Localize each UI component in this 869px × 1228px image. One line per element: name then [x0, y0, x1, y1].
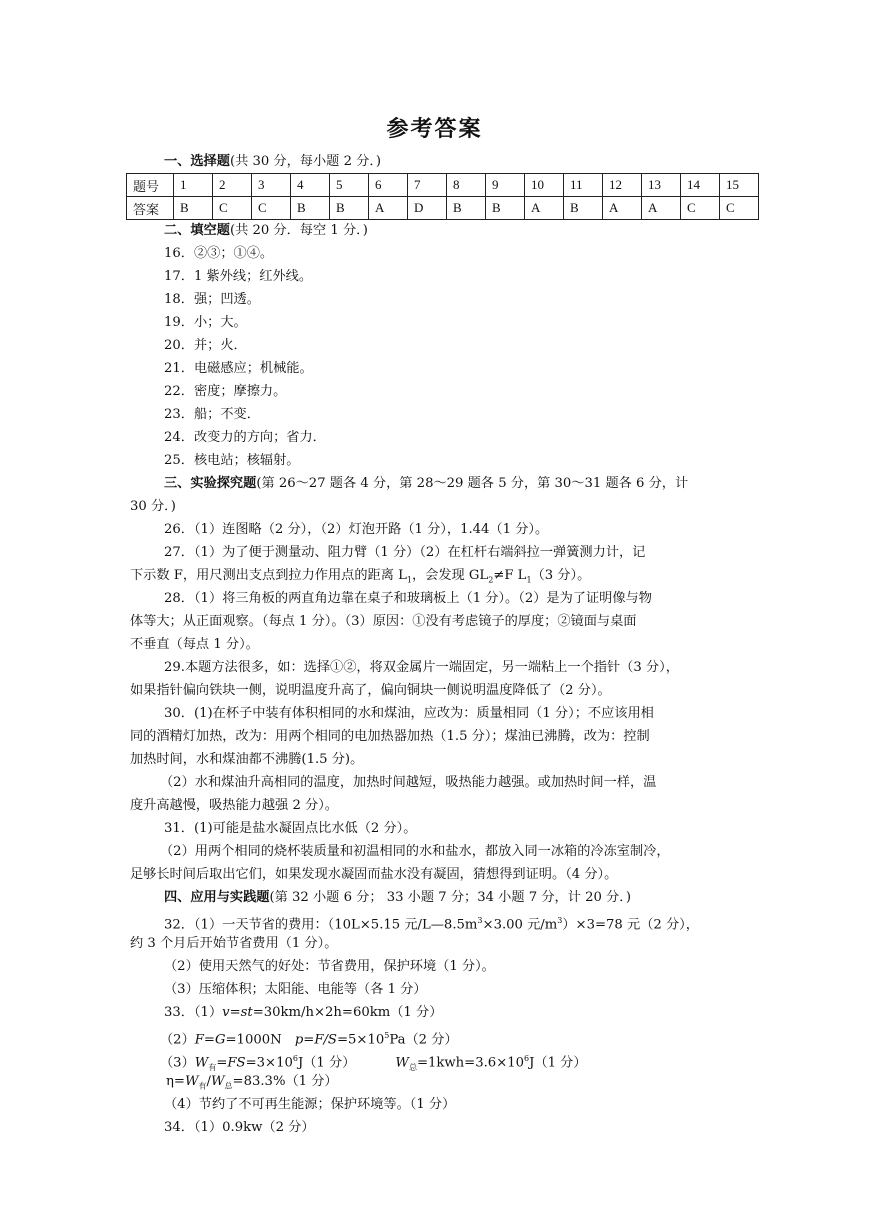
section-4-heading: [164, 887, 631, 909]
table-cell: 15: [720, 174, 759, 197]
answer-32-line-2: 约 3 个月后开始节省费用（1 分）。: [130, 936, 338, 951]
table-cell: B: [330, 197, 369, 220]
subscript: 有: [208, 1063, 217, 1073]
answer-33-text: =: [216, 1055, 228, 1071]
fill-answer-24: 24．改变力的方向；省力．: [164, 430, 326, 445]
answer-33-text: J（1 分）: [529, 1055, 587, 1071]
answer-33-text: =30km/h×2h=60km（1 分）: [252, 1005, 443, 1020]
section-2-heading: [164, 220, 368, 242]
table-cell: 2: [213, 174, 252, 197]
table-row-numbers: [127, 174, 759, 197]
table-cell: A: [642, 197, 681, 220]
answer-31-line-3: 足够长时间后取出它们，如果发现水凝固而盐水没有凝固，猜想得到证明。（4 分）。: [130, 867, 618, 882]
answer-30-line-1: 30．(1)在杯子中装有体积相同的水和煤油，应改为：质量相同（1 分）；不应该用相: [164, 706, 654, 721]
table-cell: 3: [252, 174, 291, 197]
table-cell: 6: [369, 174, 408, 197]
answer-32-text: 32．（1）一天节省的费用：（10L×5.15 元/L—8.5m: [164, 917, 478, 933]
answer-28-line-3: 不垂直（每点 1 分）。: [130, 637, 259, 652]
subscript: 1: [406, 575, 412, 585]
answer-33-text: （2）: [160, 1032, 195, 1048]
section-1-note: (共 30 分，每小题 2 分．): [229, 154, 382, 169]
subscript: 1: [526, 575, 532, 585]
answer-30-line-3: 加热时间，水和煤油都不沸腾(1.5 分)。: [130, 752, 364, 767]
answer-33-text: J（1 分）: [297, 1055, 356, 1071]
section-4-note: (第 32 小题 6 分； 33 小题 7 分；34 小题 7 分，计 20 分．): [269, 890, 631, 905]
fill-answer-22: 22．密度；摩擦力。: [164, 384, 287, 399]
answer-28-line-1: 28．（1）将三角板的两直角边靠在桌子和玻璃板上（1 分）。（2）是为了证明像与物: [164, 591, 652, 606]
formula: W: [184, 1074, 199, 1089]
table-cell: 1: [174, 174, 213, 197]
table-cell: 13: [642, 174, 681, 197]
section-3-title: 三、实验探究题: [164, 476, 257, 491]
formula: v=st: [222, 1005, 253, 1020]
answer-32-line-3: （2）使用天然气的好处：节省费用，保护环境（1 分）。: [164, 959, 495, 974]
answer-29-line-1: 29.本题方法很多，如：选择①②，将双金属片一端固定，另一端粘上一个指针（3 分），: [164, 660, 679, 675]
table-cell: 5: [330, 174, 369, 197]
fill-answer-20: 20．并；火．: [164, 338, 247, 353]
answer-33-text: /: [206, 1074, 211, 1089]
answer-33-text: 33．（1）: [164, 1005, 223, 1020]
table-cell: B: [174, 197, 213, 220]
answer-table: [126, 173, 759, 220]
subscript: 总: [408, 1063, 417, 1073]
answer-32-text: ）×3=78 元（2 分），: [562, 917, 699, 933]
answer-33-text: （3）: [160, 1055, 195, 1071]
answer-33-text: =3×10: [245, 1055, 293, 1071]
answer-27-text: ≠F L: [493, 568, 527, 583]
fill-answer-25: 25．核电站；核辐射。: [164, 453, 300, 468]
fill-answer-19: 19．小；大。: [164, 315, 247, 330]
answer-34-line-1: 34．（1）0.9kw（2 分）: [164, 1120, 315, 1135]
answer-33-text: Pa（2 分）: [389, 1032, 458, 1048]
table-cell: B: [564, 197, 603, 220]
section-3-note: (第 26～27 题各 4 分，第 28～29 题各 5 分，第 30～31 题各 6 分，计: [256, 476, 689, 491]
subscript: 总: [224, 1081, 233, 1091]
answer-33-text: η=: [166, 1074, 185, 1089]
answer-33-text: =1000N: [225, 1032, 295, 1048]
superscript: 6: [292, 1054, 298, 1063]
table-cell: A: [369, 197, 408, 220]
answer-30-line-4: （2）水和煤油升高相同的温度，加热时间越短，吸热能力越强。或加热时间一样，温: [160, 775, 657, 790]
formula: W: [210, 1074, 225, 1089]
answer-30-line-5: 度升高越慢，吸热能力越强 2 分）。: [130, 798, 338, 813]
fill-answer-16: 16．②③；①④。: [164, 246, 274, 261]
table-row-answers: [127, 197, 759, 220]
table-cell: 10: [525, 174, 564, 197]
page-title: 参考答案: [386, 116, 483, 142]
table-cell: A: [525, 197, 564, 220]
superscript: 6: [524, 1054, 530, 1063]
table-cell: 9: [486, 174, 525, 197]
answer-26: 26．（1）连图略（2 分），（2）灯泡开路（1 分），1.44（1 分）。: [164, 522, 549, 537]
section-1-title: 一、选择题: [164, 154, 230, 169]
section-3-heading: [164, 473, 688, 495]
answer-28-line-2: 体等大；从正面观察。（每点 1 分）。（3）原因：①没有考虑镜子的厚度；②镜面与桌面: [130, 614, 637, 629]
answer-27-text: ，会发现 GL: [411, 568, 489, 583]
answer-32-text: ×3.00 元/m: [482, 917, 558, 933]
table-cell: 14: [681, 174, 720, 197]
row-label-number: 题号: [127, 174, 174, 197]
answer-33-line-1: [164, 1002, 442, 1024]
fill-answer-21: 21．电磁感应；机械能。: [164, 361, 313, 376]
answer-29-line-2: 如果指针偏向铁块一侧，说明温度升高了，偏向铜块一侧说明温度降低了（2 分）。: [130, 683, 611, 698]
answer-31-line-1: 31．(1)可能是盐水凝固点比水低（2 分）。: [164, 821, 417, 836]
table-cell: 4: [291, 174, 330, 197]
section-1-heading: [164, 151, 381, 173]
answer-32-line-4: （3）压缩体积；太阳能、电能等（各 1 分）: [164, 982, 427, 997]
table-cell: B: [486, 197, 525, 220]
table-cell: C: [681, 197, 720, 220]
formula: FS: [227, 1055, 246, 1071]
answer-27-text: 下示数 F，用尺测出支点到拉力作用点的距离 L: [130, 568, 407, 583]
answer-33-text: =5×10: [336, 1032, 385, 1048]
table-cell: B: [291, 197, 330, 220]
table-cell: C: [720, 197, 759, 220]
answer-31-line-2: （2）用两个相同的烧杯装质量和初温相同的水和盐水，都放入同一冰箱的冷冻室制冷，: [160, 844, 670, 859]
table-cell: 7: [408, 174, 447, 197]
subscript: 有: [198, 1081, 207, 1091]
answer-30-line-2: 同的酒精灯加热，改为：用两个相同的电加热器加热（1.5 分）；煤油已沸腾，改为：控制: [130, 729, 650, 744]
row-label-answer: 答案: [127, 197, 174, 220]
table-cell: 11: [564, 174, 603, 197]
answer-27-line-1: 27．（1）为了便于测量动、阻力臂（1 分）（2）在杠杆右端斜拉一弹簧测力计，记: [164, 545, 646, 560]
table-cell: A: [603, 197, 642, 220]
table-cell: B: [447, 197, 486, 220]
table-cell: 12: [603, 174, 642, 197]
subscript: 2: [488, 575, 494, 585]
answer-33-line-5: （4）节约了不可再生能源；保护环境等。（1 分）: [164, 1097, 456, 1112]
formula: F=G: [194, 1032, 226, 1048]
superscript: 5: [384, 1031, 390, 1040]
formula: W: [395, 1055, 409, 1071]
answer-33-text: =1kwh=3.6×10: [416, 1055, 525, 1071]
section-3-note-cont: 30 分．): [130, 499, 176, 514]
section-2-note: (共 20 分．每空 1 分．): [229, 223, 368, 238]
fill-answer-17: 17．1 紫外线；红外线。: [164, 269, 313, 284]
section-2-title: 二、填空题: [164, 223, 230, 238]
table-cell: 8: [447, 174, 486, 197]
answer-27-text: （3 分）。: [531, 568, 591, 583]
table-cell: C: [252, 197, 291, 220]
superscript: 3: [477, 916, 483, 925]
table-cell: D: [408, 197, 447, 220]
fill-answer-23: 23．船；不变．: [164, 407, 260, 422]
table-cell: C: [213, 197, 252, 220]
superscript: 3: [557, 916, 563, 925]
section-4-title: 四、应用与实践题: [164, 890, 270, 905]
formula: W: [194, 1055, 209, 1071]
formula: p=F/S: [294, 1032, 337, 1048]
answer-33-text: =83.3%（1 分）: [232, 1074, 338, 1089]
fill-answer-18: 18．强；凹透。: [164, 292, 260, 307]
